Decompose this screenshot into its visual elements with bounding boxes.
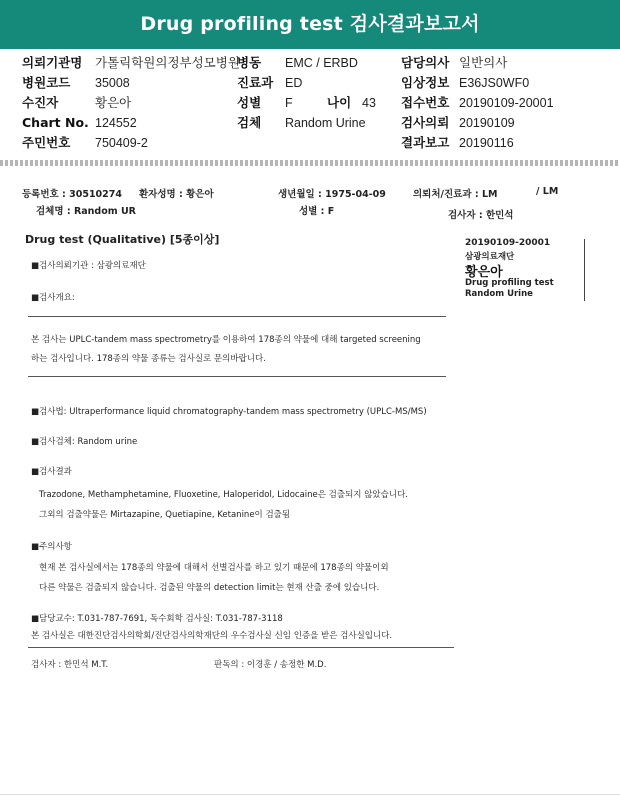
doc-dept2: / LM xyxy=(536,186,559,197)
doc-birth: 생년월일 : 1975-04-09 xyxy=(278,189,386,200)
sec-specimen: ■검사검체: Random urine xyxy=(31,437,138,447)
sign-rule xyxy=(28,647,454,648)
doc-examiner: 검사자 : 한민석 xyxy=(448,210,514,221)
department-label: 진료과 xyxy=(237,75,274,90)
stamp-specimen: Random Urine xyxy=(465,289,533,299)
ward-value: EMC / ERBD xyxy=(285,56,358,70)
report-value: 20190116 xyxy=(459,136,514,150)
hospital-code-value: 35008 xyxy=(95,76,130,90)
info-row xyxy=(0,114,620,132)
age-label: 나이 xyxy=(327,95,352,110)
sec-result: ■검사결과 xyxy=(31,467,72,477)
info-row xyxy=(0,74,620,92)
institution-label: 의뢰기관명 xyxy=(22,55,83,70)
department-value: ED xyxy=(285,76,303,90)
chart-value: 124552 xyxy=(95,116,137,130)
sec-summary: ■검사개요: xyxy=(31,293,75,303)
reg-no: 등록번호 : 30510274 xyxy=(22,189,123,200)
physician-label: 담당의사 xyxy=(401,55,450,70)
ward-label: 병동 xyxy=(237,55,262,70)
specimen-value: Random Urine xyxy=(285,116,366,130)
request-label: 검사의뢰 xyxy=(401,115,450,130)
summary-rule-top xyxy=(28,316,446,317)
summary-line-2: 하는 검사입니다. 178종의 약물 종류는 검사실로 문의바랍니다. xyxy=(31,354,266,364)
hospital-code-label: 병원코드 xyxy=(22,75,71,90)
sex-value: F xyxy=(285,96,293,110)
report-label: 결과보고 xyxy=(401,135,450,150)
age-value: 43 xyxy=(362,96,376,110)
patient-label: 수진자 xyxy=(22,95,59,110)
page-bottom-line xyxy=(0,794,620,795)
note-line-2: 다른 약물은 검출되지 않습니다. 검출된 약물의 detection limit는 현재 산출 중에 있습니다. xyxy=(39,583,380,593)
summary-line-1: 본 검사는 UPLC-tandem mass spectrometry를 이용하여 178종의 약물에 대해 targeted screening xyxy=(31,335,421,345)
id-label: 주민번호 xyxy=(22,135,71,150)
request-value: 20190109 xyxy=(459,116,515,130)
stamp-bar xyxy=(584,239,585,301)
certification: 본 검사실은 대한진단검사의학회/진단검사의학재단의 우수검사실 신임 인증을 받은 검사실입니다. xyxy=(31,631,393,641)
physician-value: 일반의사 xyxy=(459,56,508,70)
doc-patient-name: 환자성명 : 황은아 xyxy=(139,189,214,200)
note-line-1: 현재 본 검사실에서는 178종의 약물에 대해서 선별검사를 하고 있기 때문에 178종의 약물이외 xyxy=(39,563,389,573)
id-value: 750409-2 xyxy=(95,136,148,150)
result-line-1: Trazodone, Methamphetamine, Fluoxetine, Haloperidol, Lidocaine은 검출되지 않았습니다. xyxy=(39,490,408,500)
reader-sign: 판독의 : 이경훈 / 송정한 M.D. xyxy=(214,660,327,670)
doc-dept: 의뢰처/진료과 : LM xyxy=(413,189,498,200)
summary-rule-bottom xyxy=(28,376,446,377)
examiner-sign: 검사자 : 한민석 M.T. xyxy=(31,660,109,670)
result-line-2: 그외의 검출약물은 Mirtazapine, Quetiapine, Ketanine이 검출됨 xyxy=(39,510,291,520)
clinical-label: 임상정보 xyxy=(401,75,450,90)
stamp-no: 20190109-20001 xyxy=(465,238,551,248)
report-header xyxy=(0,0,620,49)
sec-note: ■주의사항 xyxy=(31,542,72,552)
patient-info-panel xyxy=(0,54,620,154)
stamp-institution: 삼광의료재단 xyxy=(465,252,515,262)
sec-method: ■검사법: Ultraperformance liquid chromatography-tandem mass spectrometry (UPLC-MS/MS) xyxy=(31,407,427,417)
stamp-test: Drug profiling test xyxy=(465,278,554,288)
scanned-report xyxy=(0,166,620,804)
specimen-label: 검체 xyxy=(237,115,262,130)
institution-value: 가톨릭학원의정부성모병원 xyxy=(95,56,240,70)
info-row xyxy=(0,54,620,72)
receipt-value: 20190109-20001 xyxy=(459,96,554,110)
professor-contact: ■담당교수: T.031-787-7691, 독수회학 검사실: T.031-787-3118 xyxy=(31,614,283,624)
doc-specimen: 검체명 : Random UR xyxy=(36,206,136,217)
receipt-label: 접수번호 xyxy=(401,95,450,110)
report-title: Drug profiling test 검사결과보고서 xyxy=(140,13,480,35)
sec-institution: ■검사의뢰기관 : 삼광의료재단 xyxy=(31,261,146,271)
doc-title: Drug test (Qualitative) [5종이상] xyxy=(25,233,220,246)
sex-label: 성별 xyxy=(237,95,262,110)
stamp-name: 황은아 xyxy=(465,265,503,280)
clinical-value: E36JS0WF0 xyxy=(459,76,530,90)
info-row xyxy=(0,134,620,152)
doc-sex: 성별 : F xyxy=(299,206,335,217)
patient-value: 황은아 xyxy=(95,96,132,110)
info-row xyxy=(0,94,620,112)
chart-label: Chart No. xyxy=(22,115,89,130)
